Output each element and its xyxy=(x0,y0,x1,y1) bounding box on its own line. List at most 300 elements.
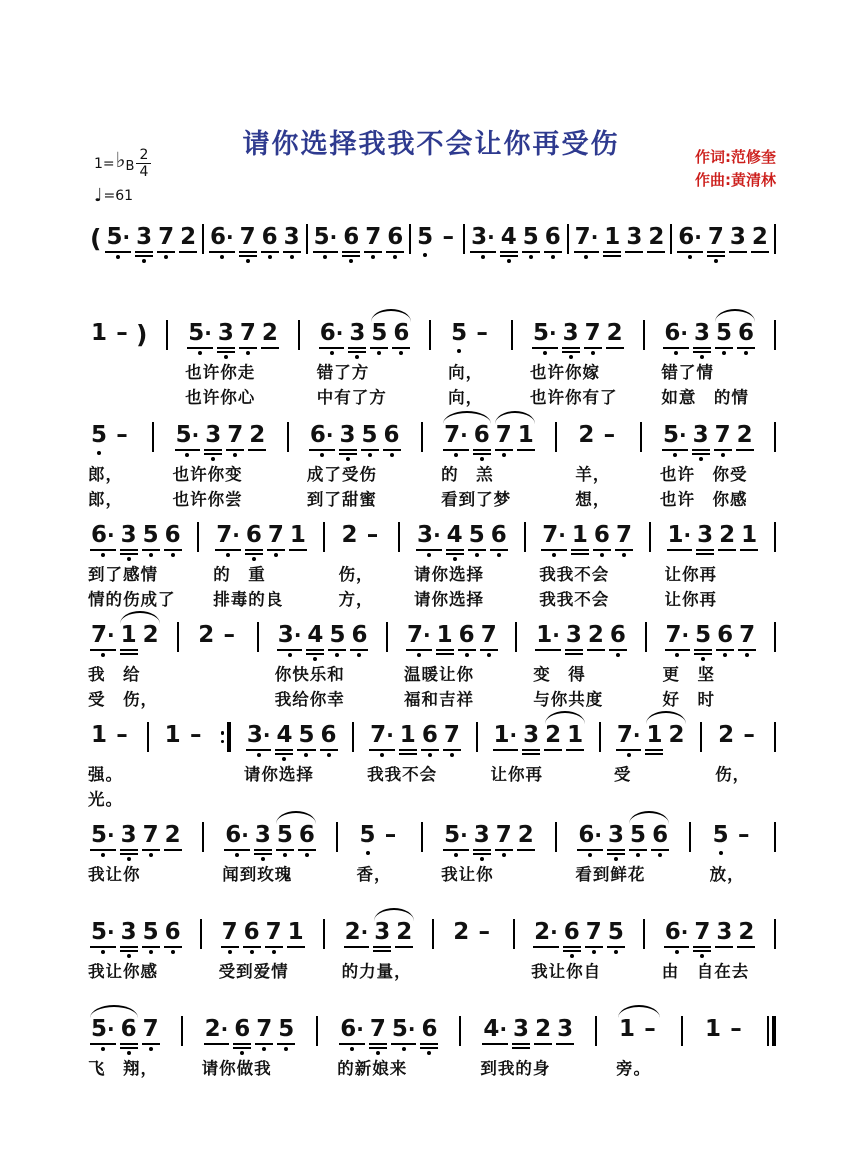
barline xyxy=(432,919,434,949)
octave-dot xyxy=(377,351,381,355)
note: 7 xyxy=(221,921,239,944)
octave-dot xyxy=(744,351,748,355)
dot-of-prolongation: · xyxy=(386,723,394,747)
note: 2· xyxy=(534,919,558,945)
measure xyxy=(217,909,309,984)
measure xyxy=(211,512,311,612)
note: 6· xyxy=(224,824,250,847)
dot-of-prolongation: · xyxy=(232,523,240,547)
notes-row xyxy=(529,909,629,959)
notes-row xyxy=(305,412,405,462)
dot-of-prolongation: · xyxy=(558,523,566,547)
measure xyxy=(220,812,320,887)
barline xyxy=(513,919,515,949)
note: 6 xyxy=(737,322,755,345)
lyrics-row xyxy=(612,787,690,812)
measure xyxy=(315,310,415,410)
notes-row xyxy=(160,712,210,762)
note: 7· xyxy=(215,524,241,547)
dot-of-prolongation: · xyxy=(241,823,249,847)
lyrics-row: 也许你有了 xyxy=(529,388,618,407)
note: 5 xyxy=(90,424,108,447)
note: 5 xyxy=(276,824,294,847)
meter-numerator: 2 xyxy=(139,147,149,163)
lyrics-row: 更 坚 xyxy=(662,665,715,684)
barline xyxy=(147,722,149,752)
measure xyxy=(340,909,418,984)
note: 5· xyxy=(175,424,201,447)
octave-dot xyxy=(101,1047,105,1051)
note: 4 xyxy=(275,724,293,747)
octave-dot xyxy=(142,259,146,263)
note: 1· xyxy=(493,722,518,748)
barline xyxy=(306,224,308,254)
barline xyxy=(463,224,465,254)
measure xyxy=(466,214,566,264)
system-line-1 xyxy=(86,214,776,266)
note: 2 xyxy=(648,224,665,250)
octave-dot xyxy=(127,857,131,861)
dash-note: – xyxy=(116,320,128,346)
note: 7 xyxy=(265,921,283,944)
lyrics-row: 受 伤， xyxy=(88,690,158,709)
octave-dot xyxy=(101,950,105,954)
note: 2 xyxy=(535,1016,552,1042)
dot-of-prolongation: · xyxy=(325,423,334,447)
octave-dot xyxy=(250,950,254,954)
note: 3 xyxy=(473,824,491,847)
note: 2 xyxy=(142,622,159,648)
dot-of-prolongation: · xyxy=(407,1017,416,1041)
note: 6 xyxy=(716,624,734,647)
octave-dot xyxy=(390,453,394,457)
note: 1 xyxy=(289,522,306,548)
lyrics-row: 闻到玫瑰 xyxy=(222,865,293,884)
barline xyxy=(681,1016,683,1046)
lyrics-row xyxy=(160,787,210,812)
barline xyxy=(774,320,776,350)
note: 3 xyxy=(204,424,222,447)
dash-note: – xyxy=(737,822,750,848)
note: 5· xyxy=(187,322,213,345)
octave-dot xyxy=(570,954,574,958)
octave-dot xyxy=(497,553,501,557)
note: 7· xyxy=(406,624,432,647)
dash-note: – xyxy=(478,919,490,945)
note: 6 xyxy=(458,624,476,647)
lyrics-row: 向， xyxy=(448,363,484,382)
notes-row xyxy=(340,909,418,959)
dot-of-prolongation: · xyxy=(681,623,690,647)
dot-of-prolongation: · xyxy=(107,823,115,847)
slur-arc xyxy=(618,1005,660,1018)
lyrics-row: 到我的身 xyxy=(480,1059,551,1078)
flat-icon: ♭ xyxy=(115,148,126,172)
notes-row xyxy=(86,612,164,662)
lyrics-row: 郎， xyxy=(88,490,123,509)
lyrics-row: 排毒的良 xyxy=(213,590,284,609)
octave-dot xyxy=(399,351,403,355)
measure xyxy=(193,612,243,712)
dot-of-prolongation: · xyxy=(680,920,689,944)
barline xyxy=(202,822,204,852)
dash-note: – xyxy=(644,1016,656,1042)
lyrics-row: 光。 xyxy=(88,790,123,809)
octave-dot xyxy=(699,457,703,461)
barline xyxy=(323,522,325,552)
note: 3 xyxy=(120,921,138,944)
octave-dot xyxy=(423,253,427,257)
note: 6 xyxy=(473,424,491,447)
notes-row xyxy=(171,412,271,462)
page-title: 请你选择我我不会让你再受伤 xyxy=(242,129,620,160)
note: 7 xyxy=(364,226,382,249)
lyrics-row: 我我不会 xyxy=(539,565,610,584)
note: 5· xyxy=(90,1018,116,1041)
octave-dot xyxy=(481,255,485,259)
note: 2 xyxy=(396,919,413,945)
lyrics-row: 由 自在去 xyxy=(661,962,750,981)
lyrics-row xyxy=(448,959,498,984)
notes-row xyxy=(200,1006,300,1056)
barline xyxy=(323,919,325,949)
lyrics-row: 的新娘来 xyxy=(337,1059,408,1078)
note: 1 xyxy=(646,722,663,748)
note: 7 xyxy=(495,824,513,847)
octave-dot xyxy=(149,853,153,857)
barline xyxy=(643,320,645,350)
barline xyxy=(555,422,557,452)
note: 6 xyxy=(120,1018,138,1041)
notes-row xyxy=(466,214,566,264)
octave-dot xyxy=(592,950,596,954)
note: 5 xyxy=(694,624,712,647)
notes-row xyxy=(86,310,151,362)
lyrics-row: 的 重 xyxy=(213,565,266,584)
slur-arc xyxy=(371,309,411,322)
barline xyxy=(336,822,338,852)
octave-dot xyxy=(427,1051,431,1055)
note: 6 xyxy=(593,524,611,547)
notes-row xyxy=(489,712,589,762)
octave-dot xyxy=(502,853,506,857)
octave-dot xyxy=(588,853,592,857)
dash-note: – xyxy=(603,422,616,448)
lyrics-row xyxy=(86,362,151,387)
octave-dot xyxy=(335,653,339,657)
system-line-6 xyxy=(86,712,776,812)
dot-of-prolongation: · xyxy=(487,225,495,249)
slur-arc xyxy=(629,811,669,824)
dot-of-prolongation: · xyxy=(683,523,692,547)
octave-dot xyxy=(224,355,228,359)
note: 6 xyxy=(651,824,669,847)
measure xyxy=(661,612,761,712)
octave-dot xyxy=(700,954,704,958)
octave-dot xyxy=(220,255,224,259)
lyrics-row xyxy=(193,662,243,687)
octave-dot xyxy=(551,255,555,259)
lyrics-row: 看到鲜花 xyxy=(575,865,646,884)
octave-dot xyxy=(480,457,484,461)
measure xyxy=(86,812,186,887)
notes-row xyxy=(335,1006,442,1056)
note: 7 xyxy=(142,824,160,847)
octave-dot xyxy=(745,653,749,657)
octave-dot xyxy=(305,853,309,857)
dot-of-prolongation: · xyxy=(550,920,558,944)
slur-arc xyxy=(443,411,491,424)
octave-dot xyxy=(552,553,556,557)
dot-of-prolongation: · xyxy=(594,823,603,847)
octave-dot xyxy=(719,851,723,855)
barline xyxy=(515,622,517,652)
barline xyxy=(700,722,702,752)
slur-arc xyxy=(646,711,686,724)
octave-dot xyxy=(355,355,359,359)
octave-dot xyxy=(688,255,692,259)
octave-dot xyxy=(453,557,457,561)
lyrics-row: 温暖让你 xyxy=(404,665,475,684)
lyrics-row: 郎， xyxy=(88,465,123,484)
note: 5 xyxy=(359,824,377,847)
dot-of-prolongation: · xyxy=(548,321,557,345)
octave-dot xyxy=(257,753,261,757)
octave-dot xyxy=(402,1047,406,1051)
octave-dot xyxy=(376,1051,380,1055)
note: 6 xyxy=(421,724,439,747)
barline xyxy=(774,422,776,452)
barline xyxy=(567,224,569,254)
lyrics-row: 受到爱情 xyxy=(218,962,289,981)
notes-row xyxy=(211,512,311,562)
dot-of-prolongation: · xyxy=(423,623,431,647)
note: 2 xyxy=(545,722,562,748)
measure xyxy=(86,412,136,512)
note: 5 xyxy=(297,724,315,747)
system-line-9 xyxy=(86,1006,776,1081)
lyrics-row: 如意 的情 xyxy=(661,388,749,407)
note: 3 xyxy=(562,322,580,345)
note: 1 xyxy=(164,722,181,748)
note: 6· xyxy=(677,226,703,249)
note: 7 xyxy=(707,226,725,249)
notes-row xyxy=(439,812,539,862)
lyrics-row: 也许你嫁 xyxy=(529,363,600,382)
note: 3 xyxy=(348,322,366,345)
dot-of-prolongation: · xyxy=(262,723,271,747)
note: 3· xyxy=(246,724,272,747)
lyrics-row: 强。 xyxy=(88,765,123,784)
measure xyxy=(663,512,763,612)
time-signature xyxy=(136,148,151,179)
lyrics-row: 变 得 xyxy=(533,665,586,684)
measure xyxy=(659,310,759,410)
lyrics-row: 让你再 xyxy=(490,765,543,784)
octave-dot xyxy=(127,1051,131,1055)
barline xyxy=(409,224,411,254)
repeat-barline xyxy=(221,722,232,752)
lyrics-row: 也许你变 xyxy=(172,465,243,484)
octave-dot xyxy=(171,553,175,557)
note: 7· xyxy=(369,724,395,747)
note: 1 xyxy=(436,622,453,648)
lyrics-row: 飞 翔， xyxy=(88,1059,158,1078)
lyrics-row: 到了感情 xyxy=(88,565,158,584)
lyrics-row: 方， xyxy=(338,590,374,609)
notes-row xyxy=(183,310,283,360)
notes-row xyxy=(439,412,539,462)
note: 6· xyxy=(309,424,335,447)
notes-row xyxy=(242,712,342,762)
measure xyxy=(673,214,773,264)
dot-of-prolongation: · xyxy=(552,623,560,647)
lyrics-row: 我 给 xyxy=(88,665,141,684)
note: 7· xyxy=(616,724,642,747)
notes-row xyxy=(193,612,243,662)
octave-dot xyxy=(591,351,595,355)
barline xyxy=(398,522,400,552)
dot-of-prolongation: · xyxy=(329,225,338,249)
measure xyxy=(86,310,151,412)
note: 7· xyxy=(665,624,691,647)
key-prefix: 1= xyxy=(94,155,115,172)
note: 6 xyxy=(563,921,581,944)
barline xyxy=(599,722,601,752)
barline xyxy=(352,722,354,752)
notes-row xyxy=(86,1006,164,1056)
slur-arc xyxy=(545,711,585,724)
system-line-2 xyxy=(86,310,776,412)
octave-dot xyxy=(233,453,237,457)
octave-dot xyxy=(320,453,324,457)
note: 7 xyxy=(369,1018,387,1041)
dot-of-prolongation: · xyxy=(499,1017,508,1041)
note: 5 xyxy=(142,921,160,944)
notes-row xyxy=(412,512,512,562)
note: 2· xyxy=(344,919,369,945)
note: 5 xyxy=(450,322,468,345)
octave-dot xyxy=(149,950,153,954)
octave-dot xyxy=(480,857,484,861)
octave-dot xyxy=(723,653,727,657)
note: 3 xyxy=(374,919,391,945)
notes-row xyxy=(708,812,758,862)
note: 1 xyxy=(287,919,304,945)
notes-row xyxy=(659,310,759,360)
note: 3 xyxy=(716,919,733,945)
note: 2 xyxy=(453,919,470,945)
barline xyxy=(197,522,199,552)
lyrics-row: 让你再 xyxy=(664,565,718,584)
note: 4 xyxy=(306,624,324,647)
note: 5 xyxy=(629,824,647,847)
octave-dot xyxy=(673,453,677,457)
dot-of-prolongation: · xyxy=(509,723,518,747)
note: 4 xyxy=(446,524,464,547)
octave-dot xyxy=(171,950,175,954)
note: 5 xyxy=(607,921,625,944)
note: 2 xyxy=(718,722,735,748)
notes-row xyxy=(537,512,637,562)
measure xyxy=(336,512,386,612)
dot-of-prolongation: · xyxy=(107,1017,115,1041)
note: 5 xyxy=(361,424,379,447)
note: 3· xyxy=(416,524,442,547)
note: 5· xyxy=(313,226,339,249)
note: 6 xyxy=(420,1018,438,1041)
notes-row xyxy=(412,214,462,264)
octave-dot xyxy=(262,1047,266,1051)
dash-note: – xyxy=(189,722,202,748)
notes-row xyxy=(86,812,186,862)
lyrics-row: 伤， xyxy=(715,765,751,784)
measure xyxy=(171,412,271,512)
measure xyxy=(708,812,758,887)
note: 2 xyxy=(578,422,595,448)
octave-dot xyxy=(722,351,726,355)
octave-dot xyxy=(246,351,250,355)
note: 2 xyxy=(668,722,685,748)
notes-row xyxy=(448,909,498,959)
dash-note: – xyxy=(116,722,128,748)
octave-dot xyxy=(101,653,105,657)
octave-dot xyxy=(252,557,256,561)
slur-arc xyxy=(495,411,535,424)
note: 3 xyxy=(283,226,301,249)
dash-note: – xyxy=(384,822,397,848)
note: 2 xyxy=(198,622,215,648)
note: 7 xyxy=(239,226,257,249)
measure xyxy=(489,712,589,812)
note: 1 xyxy=(120,622,137,648)
notes-row xyxy=(205,214,305,264)
lyrics-row: 请你做我 xyxy=(201,1059,272,1078)
measure xyxy=(335,1006,442,1081)
lyrics-row: 与你共度 xyxy=(533,690,604,709)
octave-dot xyxy=(304,753,308,757)
note: 3 xyxy=(557,1016,574,1042)
note: 5· xyxy=(391,1018,417,1041)
note: 3 xyxy=(697,522,714,548)
lyrics-row xyxy=(713,787,763,812)
dash-note: – xyxy=(366,522,379,548)
octave-dot xyxy=(658,853,662,857)
octave-dot xyxy=(674,351,678,355)
barline xyxy=(511,320,513,350)
lyrics-row: 让你再 xyxy=(664,590,718,609)
lyrics-row: 你快乐和 xyxy=(274,665,345,684)
dash-note: – xyxy=(223,622,235,648)
dot-of-prolongation: · xyxy=(680,321,689,345)
dot-of-prolongation: · xyxy=(679,423,687,447)
measure xyxy=(86,612,164,712)
measure xyxy=(402,612,502,712)
note: 2 xyxy=(180,224,197,250)
dot-of-prolongation: · xyxy=(107,523,115,547)
octave-dot xyxy=(584,255,588,259)
measure xyxy=(531,612,631,712)
octave-dot xyxy=(529,255,533,259)
octave-dot xyxy=(475,553,479,557)
lyrics-row xyxy=(160,762,210,787)
dot-of-prolongation: · xyxy=(590,225,599,249)
lyrics-row xyxy=(242,787,342,812)
octave-dot xyxy=(614,857,618,861)
note: 5· xyxy=(90,921,116,944)
score xyxy=(86,214,776,1081)
lyrics-row: 也许你尝 xyxy=(172,490,243,509)
